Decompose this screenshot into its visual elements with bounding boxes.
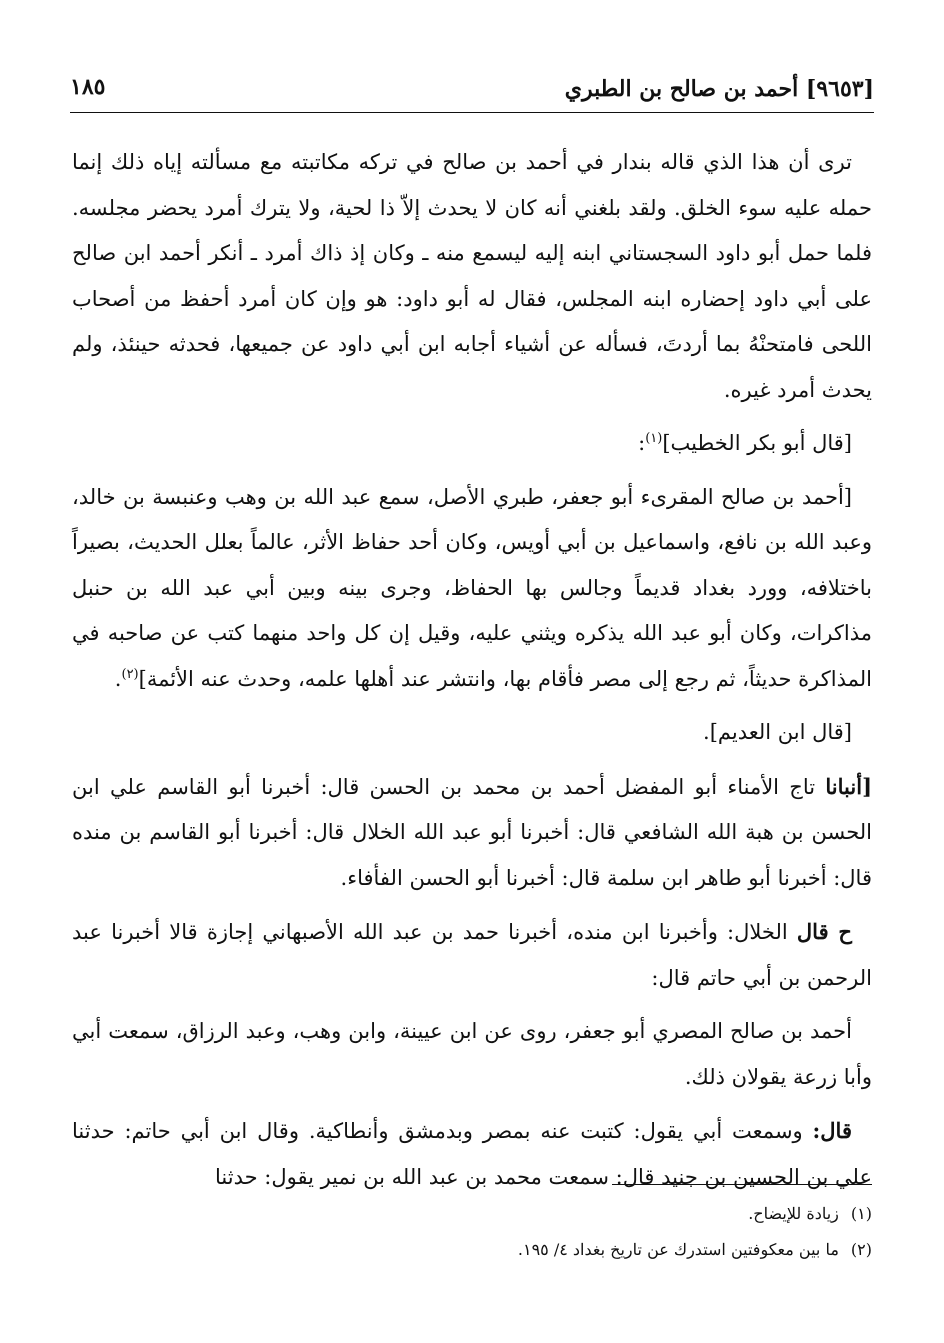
paragraph <box>72 1009 872 1100</box>
footnote-separator <box>612 1184 872 1185</box>
body-text <box>72 140 872 1208</box>
paragraph-text: تاج الأمناء أبو المفضل أحمد بن محمد بن الحسن قال: أخبرنا أبو القاسم علي ابن الحسن بن هبة الله الشافعي قال: أخبرنا أبو عبد الله الخلال قال: أخبرنا أبو القاسم بن منده قال: أخبرنا أبو طاهر ابن سلمة قال: أخبرنا أبو الحسن الفأفاء. <box>72 774 872 890</box>
footnote-text: زيادة للإيضاح. <box>748 1204 839 1223</box>
footnote-number: (١) <box>850 1204 872 1223</box>
paragraph-lead: [أنبانا <box>825 773 872 799</box>
paragraph-text: أحمد بن صالح المصري أبو جعفر، روى عن ابن عيينة، وابن وهب، وعبد الرزاق، سمعت أبي وأبا زرعة يقولان ذلك. <box>72 1019 872 1089</box>
paragraph <box>72 909 872 1001</box>
paragraph-lead: ح قال <box>796 919 852 944</box>
paragraph-text: [أحمد بن صالح المقرىء أبو جعفر، طبري الأصل، سمع عبد الله بن وهب وعنبسة بن خالد، وعبد الله بن نافع، واسماعيل بن أبي أويس، وكان أحد حفاظ الأثر، عالماً بعلل الحديث، بصيراً باختلافه، وورد بغداد قديماً وجالس بها الحفاظ، وجرى بينه وبين أبي عبد الله بن حنبل مذاكرات، وكان أبو عبد الله يذكره ويثني عليه، وقيل إن كل واحد منهما كتب عن صاحبه في المذاكرة حديثاً، ثم رجع إلى مصر فأقام بها، وانتشر عند أهلها علمه، وحدث عنه الأئمة] <box>72 484 872 691</box>
paragraph-text: ترى أن هذا الذي قاله بندار في أحمد بن صالح في تركه مكاتبته مع مسألته إياه ذلك إنما حمله عليه سوء الخلق. ولقد بلغني أنه كان لا يحدث إلاّ ذا لحية، ولا يترك أمرد يحضر مجلسه. فلما حمل أبو داود السجستاني ابنه إليه ليسمع منه ـ وكان إذ ذاك أمرد ـ أنكر أحمد ابن صالح على أبي داود إحضاره ابنه المجلس، فقال له أبو داود: هو وإن كان أمرد أحفظ من أصحاب اللحى فامتحنْهُ بما أردتَ، فسأله عن أشياء أجابه ابن أبي داود عن جميعها، فحدثه حينئذ، ولم يحدث أمرد غيره. <box>72 150 872 402</box>
footnotes <box>72 1196 872 1268</box>
footnote-ref: (٢) <box>121 666 139 682</box>
paragraph <box>72 140 872 413</box>
footnote-ref: (١) <box>645 431 663 446</box>
paragraph-text: [قال أبو بكر الخطيب] <box>662 431 852 455</box>
paragraph <box>72 710 872 756</box>
paragraph <box>72 764 872 902</box>
paragraph-tail: . <box>114 666 122 691</box>
footnote-number: (٢) <box>850 1240 872 1259</box>
footnote <box>72 1232 872 1268</box>
paragraph <box>72 475 872 703</box>
paragraph-text: [قال ابن العديم]. <box>703 720 852 744</box>
header-title: [٩٦٥٣] أحمد بن صالح بن الطبري <box>564 76 874 102</box>
paragraph <box>72 1108 872 1200</box>
paragraph-lead: قال: <box>812 1118 852 1143</box>
footnote <box>72 1196 872 1232</box>
paragraph <box>72 421 872 467</box>
page-number: ١٨٥ <box>70 74 106 100</box>
running-header <box>70 72 874 113</box>
paragraph-tail: : <box>638 431 646 455</box>
paragraph-text: الخلال: وأخبرنا ابن منده، أخبرنا حمد بن عبد الله الأصبهاني إجازة قالا أخبرنا عبد الرحمن بن أبي حاتم قال: <box>72 920 872 990</box>
footnote-text: ما بين معكوفتين استدرك عن تاريخ بغداد ٤/ ١٩٥. <box>517 1240 839 1259</box>
paragraph-text: وسمعت أبي يقول: كتبت عنه بمصر وبدمشق وأنطاكية. وقال ابن أبي حاتم: حدثنا علي بن الحسين بن جنيد قال: سمعت محمد بن عبد الله بن نمير يقول: حدثنا <box>72 1119 872 1189</box>
